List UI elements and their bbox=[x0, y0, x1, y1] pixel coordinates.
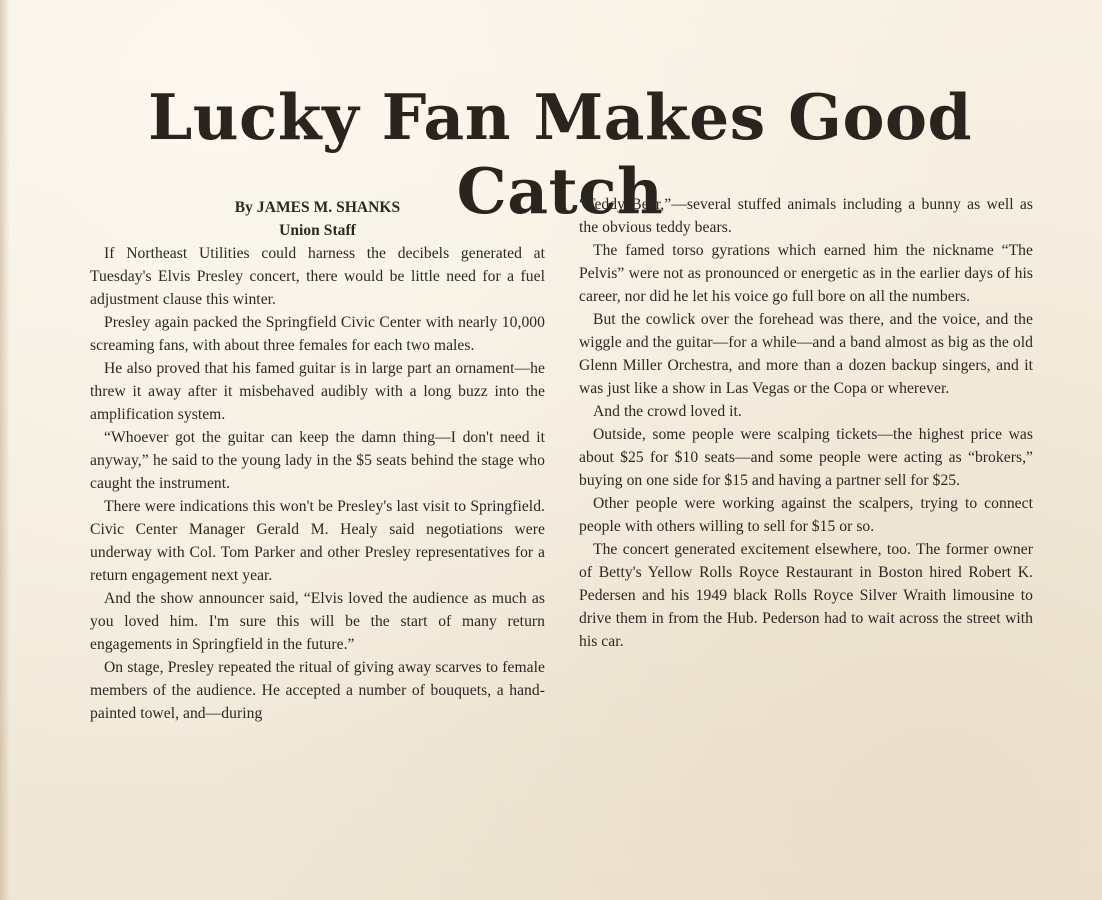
paragraph: Outside, some people were scalping tickets—the highest price was about $25 for $10 seats—and some people were acting as “brokers,” buying on one side for $15 and having a partner sell for $25. bbox=[579, 426, 1033, 489]
paragraph: He also proved that his famed guitar is in large part an ornament—he threw it away after it misbehaved audibly with a long buzz into the amplification system. bbox=[90, 360, 545, 423]
article-column-left bbox=[90, 196, 545, 725]
paragraph: And the show announcer said, “Elvis loved the audience as much as you loved him. I'm sure this will be the start of many return engagements in Springfield in the future.” bbox=[90, 590, 545, 653]
paragraph: And the crowd loved it. bbox=[593, 403, 742, 420]
clipping-edge-shadow bbox=[0, 0, 10, 900]
byline: By JAMES M. SHANKS bbox=[234, 199, 401, 216]
paragraph: “Whoever got the guitar can keep the damn thing—I don't need it anyway,” he said to the young lady in the $5 seats behind the stage who caught the instrument. bbox=[90, 429, 545, 492]
paragraph: If Northeast Utilities could harness the decibels generated at Tuesday's Elvis Presley concert, there would be little need for a fuel adjustment clause this winter. bbox=[90, 245, 545, 308]
paragraph: “Teddy Bear,”—several stuffed animals including a bunny as well as the obvious teddy bears. bbox=[579, 196, 1033, 236]
paragraph: There were indications this won't be Presley's last visit to Springfield. Civic Center Manager Gerald M. Healy said negotiations were underway with Col. Tom Parker and other Presley representatives for a return engagement next year. bbox=[90, 498, 545, 584]
paragraph: The famed torso gyrations which earned him the nickname “The Pelvis” were not as pronounced or energetic as in the earlier days of his career, nor did he let his voice go full bore on all the numbers. bbox=[579, 242, 1033, 305]
paragraph: Other people were working against the scalpers, trying to connect people with others willing to sell for $15 or so. bbox=[579, 495, 1033, 535]
paragraph: But the cowlick over the forehead was there, and the voice, and the wiggle and the guitar—for a while—and a band almost as big as the old Glenn Miller Orchestra, and more than a dozen backup singers, and it was just like a show in Las Vegas or the Copa or wherever. bbox=[579, 311, 1033, 397]
headline: Lucky Fan Makes Good Catch bbox=[147, 80, 973, 228]
article-column-right bbox=[579, 193, 1033, 653]
paragraph: On stage, Presley repeated the ritual of giving away scarves to female members of the audience. He accepted a number of bouquets, a hand-painted towel, and—during bbox=[90, 659, 545, 722]
byline-staff: Union Staff bbox=[279, 222, 356, 239]
paragraph: Presley again packed the Springfield Civic Center with nearly 10,000 screaming fans, with about three females for each two males. bbox=[90, 314, 545, 354]
paragraph: The concert generated excitement elsewhere, too. The former owner of Betty's Yellow Rolls Royce Restaurant in Boston hired Robert K. Pedersen and his 1949 black Rolls Royce Silver Wraith limousine to drive them in from the Hub. Pederson had to wait across the street with his car. bbox=[579, 541, 1033, 650]
